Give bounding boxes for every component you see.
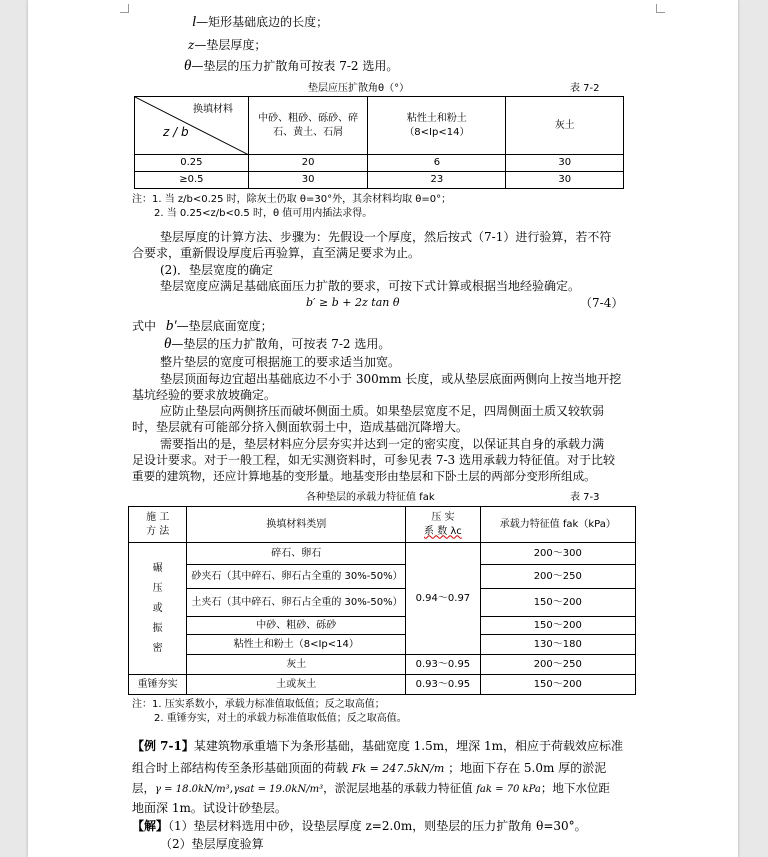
table3-cell: 砂夹石（其中碎石、卵石占全重的 30%-50%） xyxy=(187,565,406,589)
table2-header-col1 xyxy=(248,97,368,155)
table3-note1: 注：1. 压实系数小，承载力标准值取低值；反之取高值； xyxy=(132,699,385,710)
table3-cell: 130～180 xyxy=(480,635,635,655)
formula-7-4: b′ ≥ b + 2z tan θ xyxy=(306,296,400,309)
document-page xyxy=(28,0,738,857)
table2-col2-line2: （8<Ip<14） xyxy=(404,126,470,138)
table3-cell: 200～300 xyxy=(480,543,635,565)
para-1a: 垫层厚度的计算方法、步骤为：先假设一个厚度，然后按式（7-1）进行验算，若不符 xyxy=(160,230,612,244)
def-z: z—垫层厚度； xyxy=(188,38,267,52)
table2-header-material: 换填材料 xyxy=(193,104,233,115)
table3-header-coef: 压 实 系 数 λc xyxy=(406,507,480,543)
table-row xyxy=(129,617,636,635)
table3-header-method: 施 工 方 法 xyxy=(129,507,187,543)
def-theta-2: θ—垫层的压力扩散角，可按表 7-2 选用。 xyxy=(164,336,391,352)
para-4: 整片垫层的宽度可根据施工的要求适当加宽。 xyxy=(160,355,401,369)
example-line2: 组合时上部结构传至条形基础顶面的荷载 Fk = 247.5kN/m ；地面下存在 5.0m 厚的淤泥 xyxy=(132,761,607,775)
table3-header-cap: 承载力特征值 fak（kPa） xyxy=(480,507,635,543)
table-row xyxy=(129,675,636,695)
para-5b: 基坑经验的要求放坡确定。 xyxy=(132,388,277,402)
table3-coef-group: 0.94～0.97 xyxy=(406,543,480,655)
para-1b: 合要求，重新假设厚度后再验算，直至满足要求为止。 xyxy=(132,246,421,260)
para-5a: 垫层顶面每边宜超出基础底边不小于 300mm 长度，或从垫层底面两侧向上按当地开挖 xyxy=(160,372,622,386)
para-6b: 时，垫层就有可能部分挤入侧面软弱土中，造成基础沉降增大。 xyxy=(132,420,469,434)
para-7a: 需要指出的是，垫层材料应分层夯实并达到一定的密实度，以保证其自身的承载力满 xyxy=(160,437,605,451)
table2-cell: 6 xyxy=(368,155,506,172)
table3-cell: 200～250 xyxy=(480,565,635,589)
table2-note1: 注：1. 当 z/b<0.25 时，除灰土仍取 θ=30°外，其余材料均取 θ=0°； xyxy=(132,194,452,205)
table-row xyxy=(135,155,624,172)
table2-cell: 20 xyxy=(248,155,368,172)
table-row xyxy=(129,589,636,617)
solution-line1: 【解】（1）垫层材料选用中砂，设垫层厚度 z=2.0m，则垫层的压力扩散角 θ=30°。 xyxy=(132,819,587,833)
para-3: 垫层宽度应满足基础底面压力扩散的要求，可按下式计算或根据当地经验确定。 xyxy=(160,279,581,293)
table-row xyxy=(129,565,636,589)
para-7b: 足设计要求。对于一般工程，如无实测资料时，可参见表 7-3 选用承载力特征值。对于比较 xyxy=(132,453,615,467)
table-row xyxy=(129,543,636,565)
def-l: l—矩形基础底边的长度； xyxy=(192,14,329,30)
table2-number: 表 7-2 xyxy=(570,83,600,94)
table3-number: 表 7-3 xyxy=(570,492,600,503)
table3-note2: 2. 重锤夯实，对土的承载力标准值取低值；反之取高值。 xyxy=(154,713,407,724)
table-row xyxy=(129,635,636,655)
table2-col1-line2: 石、黄土、石屑 xyxy=(273,126,344,138)
table3-cell: 0.93～0.95 xyxy=(406,655,480,675)
page-corner-mark xyxy=(656,4,665,13)
table-7-3 xyxy=(128,506,636,695)
table3-cell: 灰土 xyxy=(187,655,406,675)
def-b-prime: 式中 b′—垫层底面宽度； xyxy=(132,318,273,334)
table3-cell: 土或灰土 xyxy=(187,675,406,695)
table2-cell: 30 xyxy=(506,155,624,172)
solution-line2: （2）垫层厚度验算 xyxy=(160,837,264,851)
table3-cell: 150～200 xyxy=(480,589,635,617)
table2-cell: 0.25 xyxy=(135,155,249,172)
table3-cell: 150～200 xyxy=(480,675,635,695)
table2-header-col2 xyxy=(368,97,506,155)
table3-cell: 200～250 xyxy=(480,655,635,675)
page-corner-mark xyxy=(120,4,129,13)
table2-note2: 2. 当 0.25<z/b<0.5 时，θ 值可用内插法求得。 xyxy=(154,208,373,219)
table3-cell: 中砂、粗砂、砾砂 xyxy=(187,617,406,635)
table3-caption: 各种垫层的承载力特征值 fak xyxy=(306,492,435,503)
table2-cell: 30 xyxy=(248,172,368,189)
table2-cell: ≥0.5 xyxy=(135,172,249,189)
table3-cell: 土夹石（其中碎石、卵石占全重的 30%-50%） xyxy=(187,589,406,617)
table3-cell: 0.93～0.95 xyxy=(406,675,480,695)
example-line3: 层，γ = 18.0kN/m³,γsat = 19.0kN/m³，淤泥层地基的承载力特征值 fak = 70 kPa；地下水位距 xyxy=(132,781,610,795)
table2-header-col3: 灰土 xyxy=(506,97,624,155)
para-6a: 应防止垫层向两侧挤压而破坏侧面土质。如果垫层宽度不足，四周侧面土质又较软弱 xyxy=(160,404,605,418)
table3-cell: 碎石、卵石 xyxy=(187,543,406,565)
para-2: (2)．垫层宽度的确定 xyxy=(160,263,273,277)
table-row xyxy=(129,655,636,675)
table2-cell: 23 xyxy=(368,172,506,189)
table3-method-tamp: 重锤夯实 xyxy=(129,675,187,695)
table2-header-corner xyxy=(135,97,249,155)
para-7c: 重要的建筑物，还应计算地基的变形量。地基变形由垫层和下卧土层的两部分变形所组成。 xyxy=(132,469,596,483)
table2-cell: 30 xyxy=(506,172,624,189)
formula-number: （7-4） xyxy=(580,296,624,310)
table3-method-compact: 碾 压 或 振 密 xyxy=(129,543,187,675)
example-line1: 【例 7-1】某建筑物承重墙下为条形基础，基础宽度 1.5m，埋深 1m，相应于荷载效应标准 xyxy=(132,739,623,753)
table-row xyxy=(135,172,624,189)
table3-cell: 150～200 xyxy=(480,617,635,635)
table2-header-ratio: z / b xyxy=(163,125,189,139)
table2-col1-line1: 中砂、粗砂、砾砂、碎 xyxy=(258,112,359,124)
table3-cell: 粘性土和粉土（8<Ip<14） xyxy=(187,635,406,655)
table3-header-material: 换填材料类别 xyxy=(187,507,406,543)
def-theta: θ—垫层的压力扩散角可按表 7-2 选用。 xyxy=(184,58,399,74)
example-line4: 地面深 1m。试设计砂垫层。 xyxy=(132,801,287,815)
table-7-2 xyxy=(134,96,624,189)
table2-caption: 垫层应压扩散角θ（°） xyxy=(308,83,410,94)
table2-col2-line1: 粘性土和粉土 xyxy=(406,112,467,124)
